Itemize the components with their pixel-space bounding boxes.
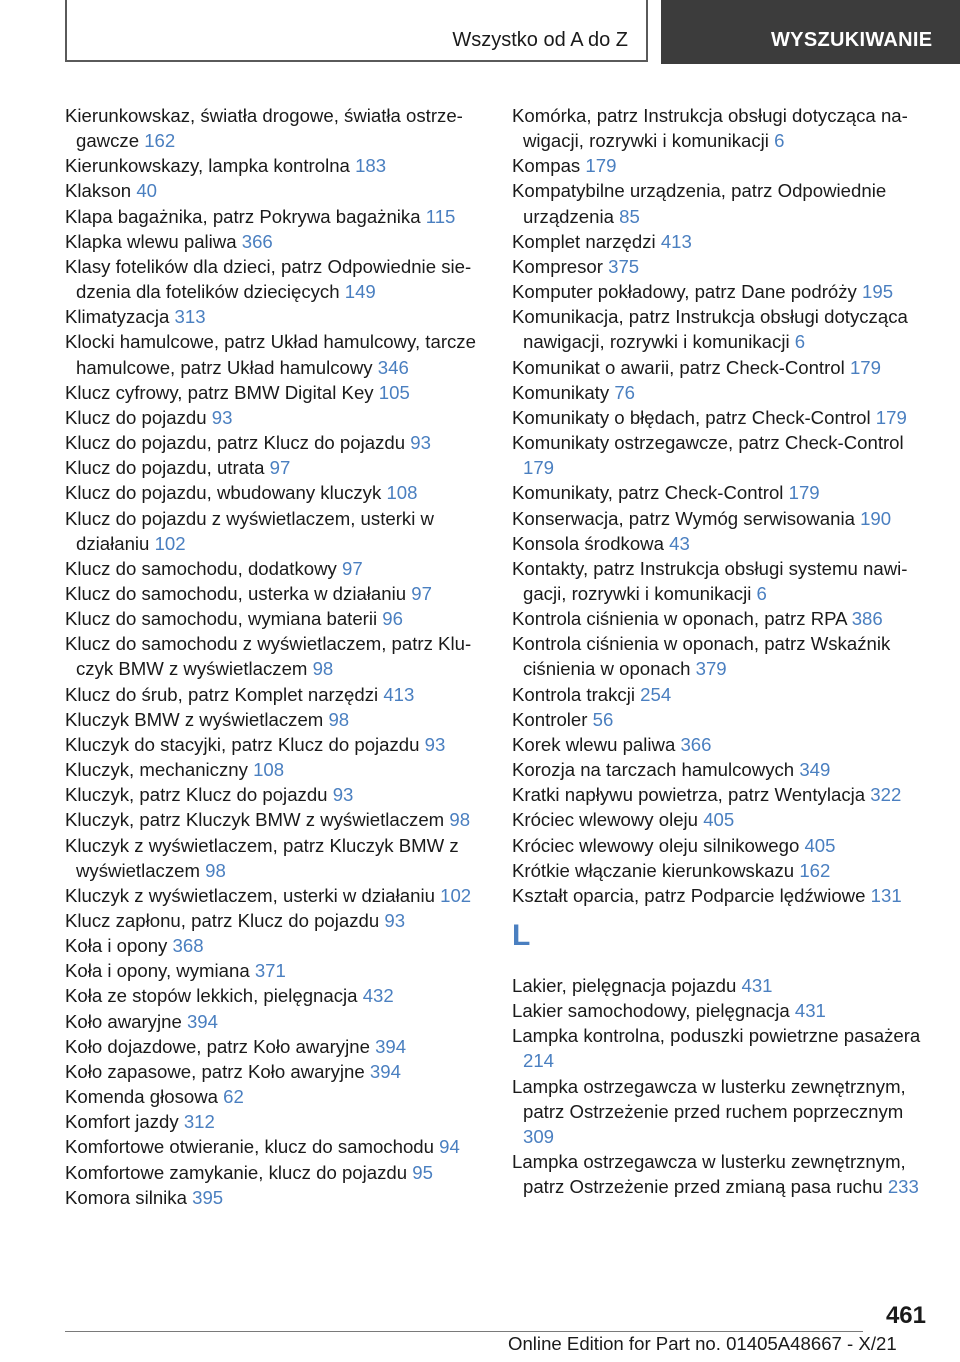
index-entry-text: Klocki hamulcowe, patrz Układ hamulcowy, tarcze hamulcowe, patrz Układ hamulcowy (65, 331, 476, 378)
index-entry-text: Króciec wlewowy oleju silnikowego (512, 834, 800, 856)
index-page-link[interactable]: 179 (875, 406, 907, 428)
index-page-link[interactable]: 108 (386, 482, 418, 504)
search-tab-label: WYSZUKIWANIE (771, 29, 933, 51)
index-entry (512, 556, 937, 606)
index-entry-text: Klakson (65, 180, 132, 202)
index-entry-text: Kontrola ciśnienia w oponach, patrz RPA (512, 608, 847, 630)
index-page-link[interactable]: 375 (608, 255, 640, 277)
section-title: Wszystko od A do Z (452, 29, 628, 51)
index-entry-text: Kluczyk z wyświetlaczem, patrz Kluczyk BMW z wyświetlaczem (65, 834, 459, 881)
index-entry (65, 1109, 485, 1134)
index-entry (512, 178, 937, 228)
index-entry-text: Korek wlewu paliwa (512, 733, 676, 755)
index-page-link[interactable]: 432 (362, 985, 394, 1007)
index-entry-text: Klasy fotelików dla dzieci, patrz Odpowiednie siedzenia dla fotelików dziecięcych (65, 255, 472, 303)
index-entry (65, 807, 485, 832)
index-page-link[interactable]: 431 (794, 1000, 826, 1022)
index-page-link[interactable]: 6 (774, 130, 785, 152)
index-page-link[interactable]: 76 (614, 381, 636, 403)
index-entry-text: Komunikaty (512, 381, 610, 403)
index-entry-text: Koło dojazdowe, patrz Koło awaryjne (65, 1035, 370, 1057)
index-page-link[interactable]: 93 (211, 406, 233, 428)
index-page-link[interactable]: 162 (799, 859, 831, 881)
index-page-link[interactable]: 6 (756, 582, 767, 604)
index-page-link[interactable]: 394 (186, 1010, 218, 1032)
index-entry (65, 933, 485, 958)
index-entry-text: Kluczyk, patrz Klucz do pojazdu (65, 784, 328, 806)
index-entry (65, 581, 485, 606)
index-entry (512, 229, 937, 254)
index-page-link[interactable]: 97 (411, 582, 432, 604)
index-entry (65, 707, 485, 732)
index-entry-text: Kierunkowskazy, lampka kontrolna (65, 155, 350, 177)
index-entry-text: Klucz do śrub, patrz Komplet narzędzi (65, 683, 379, 705)
index-page-link[interactable]: 95 (412, 1161, 433, 1183)
index-entry-text: Koło awaryjne (65, 1010, 182, 1032)
index-page-link[interactable]: 179 (788, 482, 820, 504)
index-entry (65, 229, 485, 254)
index-page-link[interactable]: 394 (375, 1035, 407, 1057)
index-entry (512, 531, 937, 556)
index-page-link[interactable]: 94 (439, 1136, 460, 1158)
index-entry-text: Kluczyk, patrz Kluczyk BMW z wyświetlaczem (65, 809, 445, 831)
index-entry (65, 1084, 485, 1109)
index-entry-text: Kluczyk do stacyjki, patrz Klucz do pojazdu (65, 733, 420, 755)
index-entry-text: Lakier samochodowy, pielęgnacja (512, 1000, 790, 1022)
index-entry (65, 631, 485, 681)
index-entry-text: Klucz zapłonu, patrz Klucz do pojazdu (65, 910, 380, 931)
index-entry (512, 1149, 937, 1199)
index-entry-text: Lakier, pielęgnacja pojazdu (512, 975, 737, 996)
index-entry-text: Komfortowe zamykanie, klucz do pojazdu (65, 1161, 408, 1183)
index-page-link[interactable]: 371 (254, 960, 286, 982)
index-entry (512, 883, 937, 908)
index-page-link[interactable]: 405 (703, 809, 735, 831)
index-entry-text: Konsola środkowa (512, 532, 664, 554)
index-entry-text: Kompresor (512, 255, 603, 277)
index-entry-text: Komunikaty ostrzegawcze, patrz Check-Control (512, 432, 904, 454)
index-page-link[interactable]: 98 (449, 809, 471, 831)
index-entry (65, 883, 485, 908)
index-entry (512, 833, 937, 858)
index-entry-text: Kontakty, patrz Instrukcja obsługi systemu nawigacji, rozrywki i komunikacji (512, 557, 908, 604)
footer-rule (65, 1331, 863, 1332)
index-page-link[interactable]: 405 (804, 834, 836, 856)
index-entry-text: Komunikat o awarii, patrz Check-Control (512, 356, 845, 378)
index-entry-text: Kluczyk, mechaniczny (65, 759, 248, 781)
index-entry (65, 1034, 485, 1059)
index-entry (65, 682, 485, 707)
index-entry (65, 958, 485, 983)
index-entry (512, 732, 937, 757)
index-entry (512, 973, 937, 998)
index-entry (512, 631, 937, 681)
index-entry (512, 682, 937, 707)
page-number: 461 (885, 1302, 926, 1329)
index-entry-text: Klapa bagażnika, patrz Pokrywa bagażnika (65, 205, 421, 227)
index-page-link[interactable]: 98 (205, 859, 226, 881)
index-page-link[interactable]: 162 (144, 130, 176, 152)
index-entry-text: Komfortowe otwieranie, klucz do samochodu (65, 1136, 434, 1158)
index-page-link[interactable]: 93 (384, 910, 406, 931)
index-page-link[interactable]: 313 (174, 306, 206, 328)
index-page-link[interactable]: 395 (192, 1186, 224, 1208)
index-entry (65, 380, 485, 405)
index-entry (512, 405, 937, 430)
index-group-l (512, 973, 937, 1199)
index-entry (512, 430, 937, 480)
index-entry (512, 757, 937, 782)
index-entry-text: Kompatybilne urządzenia, patrz Odpowiednie urządzenia (512, 180, 887, 227)
index-page-link[interactable]: 254 (640, 683, 672, 705)
index-page-link[interactable]: 98 (312, 658, 334, 680)
index-page-link[interactable]: 6 (794, 331, 806, 353)
index-letter-l: L (512, 919, 531, 952)
index-entry-text: Komfort jazdy (65, 1111, 179, 1133)
index-page-link[interactable]: 56 (592, 708, 614, 730)
index-entry (65, 329, 485, 379)
index-entry-text: Klucz do samochodu z wyświetlaczem, patrz Kluczyk BMW z wyświetlaczem (65, 633, 472, 680)
index-entry-text: Komplet narzędzi (512, 230, 656, 252)
index-entry-text: Klucz do samochodu, usterka w działaniu (65, 582, 407, 604)
index-page-link[interactable]: 149 (344, 281, 376, 303)
index-entry-text: Klucz do pojazdu, patrz Klucz do pojazdu (65, 432, 406, 454)
index-page-link[interactable]: 102 (440, 884, 472, 906)
index-entry-text: Koło zapasowe, patrz Koło awaryjne (65, 1060, 365, 1082)
index-entry (512, 782, 937, 807)
index-page-link[interactable]: 312 (183, 1111, 215, 1133)
index-entry (512, 153, 937, 178)
index-page-link[interactable]: 394 (369, 1060, 401, 1082)
index-page-link[interactable]: 233 (887, 1176, 919, 1198)
index-entry (65, 1185, 485, 1210)
index-group-k (512, 103, 937, 908)
index-entry-text: Krótkie włączanie kierunkowskazu (512, 859, 795, 881)
index-entry-text: Klimatyzacja (65, 306, 170, 328)
index-entry-text: Kontroler (512, 708, 588, 730)
index-entry-text: Kluczyk BMW z wyświetlaczem (65, 708, 324, 730)
index-entry-text: Króciec wlewowy oleju (512, 809, 699, 831)
index-entry (512, 103, 937, 153)
index-entry (65, 430, 485, 455)
index-entry (512, 858, 937, 883)
index-page-link[interactable]: 179 (523, 457, 555, 479)
index-page-link[interactable]: 214 (523, 1050, 555, 1072)
index-entry-text: Komora silnika (65, 1186, 187, 1208)
index-entry (65, 556, 485, 581)
index-entry-text: Klucz do samochodu, wymiana baterii (65, 608, 378, 630)
index-page-link[interactable]: 349 (799, 759, 831, 781)
index-entry (512, 506, 937, 531)
index-entry (65, 304, 485, 329)
index-entry (65, 405, 485, 430)
index-entry-text: Koła i opony (65, 935, 168, 957)
index-page-link[interactable]: 96 (382, 608, 403, 630)
index-entry (65, 254, 485, 304)
index-entry (512, 1074, 937, 1149)
index-page-link[interactable]: 131 (870, 884, 902, 906)
index-page-link[interactable]: 309 (523, 1125, 555, 1147)
index-page-link[interactable]: 93 (332, 784, 354, 806)
index-entry (65, 732, 485, 757)
index-entry (65, 1009, 485, 1034)
index-entry-text: Koła ze stopów lekkich, pielęgnacja (65, 985, 358, 1007)
index-entry (512, 707, 937, 732)
index-entry (512, 807, 937, 832)
index-entry-text: Klucz cyfrowy, patrz BMW Digital Key (65, 381, 374, 403)
index-entry (65, 1134, 485, 1159)
index-entry (65, 153, 485, 178)
index-page-link[interactable]: 179 (585, 155, 617, 177)
index-entry (512, 1023, 937, 1073)
index-entry-text: Klucz do samochodu, dodatkowy (65, 557, 337, 579)
index-entry-text: Klapka wlewu paliwa (65, 230, 237, 252)
index-page-link[interactable]: 93 (424, 733, 446, 755)
index-entry (512, 355, 937, 380)
index-entry-text: Komunikaty o błędach, patrz Check-Control (512, 406, 871, 428)
index-page-link[interactable]: 366 (241, 230, 273, 252)
index-page-link[interactable]: 93 (410, 432, 431, 454)
index-entry-text: Komórka, patrz Instrukcja obsługi dotycząca nawigacji, rozrywki i komunikacji (512, 105, 908, 152)
index-entry (65, 1059, 485, 1084)
index-entry (65, 178, 485, 203)
index-entry (65, 1160, 485, 1185)
index-entry (65, 833, 485, 883)
index-entry-text: Kierunkowskaz, światła drogowe, światła ostrzegawcze (65, 105, 463, 152)
index-entry-text: Lampka ostrzegawcza w lusterku zewnętrznym, patrz Ostrzeżenie przed zmianą pasa ruchu (512, 1151, 906, 1198)
index-entry (65, 480, 485, 505)
index-page-link[interactable]: 366 (680, 733, 712, 755)
index-page-link[interactable]: 179 (849, 356, 881, 378)
footer-edition: Online Edition for Part no. 01405A48667 - X/21 (508, 1333, 897, 1354)
index-page-link[interactable]: 97 (269, 457, 291, 479)
index-page-link[interactable]: 413 (660, 230, 692, 252)
index-entry (65, 782, 485, 807)
index-page-link[interactable]: 195 (862, 281, 894, 303)
index-entry-text: Lampka kontrolna, poduszki powietrzne pasażera (512, 1025, 921, 1047)
index-entry-text: Kratki napływu powietrza, patrz Wentylacja (512, 784, 866, 806)
index-entry-text: Komunikacja, patrz Instrukcja obsługi dotycząca nawigacji, rozrywki i komunikacji (512, 306, 908, 353)
index-entry (65, 103, 485, 153)
index-page-link[interactable]: 102 (154, 532, 186, 554)
index-page-link[interactable]: 346 (377, 356, 409, 378)
index-entry-text: Lampka ostrzegawcza w lusterku zewnętrznym, patrz Ostrzeżenie przed ruchem poprzecznym (512, 1075, 906, 1122)
index-page-link[interactable]: 97 (342, 557, 363, 579)
index-entry (65, 606, 485, 631)
index-page-link[interactable]: 108 (253, 759, 285, 781)
index-entry-text: Klucz do pojazdu, wbudowany kluczyk (65, 482, 382, 504)
index-entry (512, 304, 937, 354)
index-page-link[interactable]: 322 (870, 784, 902, 806)
index-page-link[interactable]: 379 (695, 658, 727, 680)
index-entry (65, 455, 485, 480)
index-entry-text: Kompas (512, 155, 581, 177)
index-entry-text: Komunikaty, patrz Check-Control (512, 482, 784, 504)
index-page-link[interactable]: 115 (425, 205, 456, 227)
index-entry (65, 983, 485, 1008)
header-frame (65, 0, 648, 62)
index-entry-text: Konserwacja, patrz Wymóg serwisowania (512, 507, 855, 529)
index-entry (65, 506, 485, 556)
index-entry (65, 757, 485, 782)
index-entry (512, 254, 937, 279)
search-tab[interactable] (661, 0, 960, 64)
index-entry-text: Kontrola ciśnienia w oponach, patrz Wskaźnik ciśnienia w oponach (512, 633, 891, 680)
index-page-link[interactable]: 40 (136, 180, 158, 202)
index-page-link[interactable]: 183 (355, 155, 387, 177)
index-entry (512, 279, 937, 304)
index-entry (512, 380, 937, 405)
index-entry-text: Kształt oparcia, patrz Podparcie lędźwiowe (512, 884, 866, 906)
index-entry-text: Klucz do pojazdu, utrata (65, 457, 265, 479)
index-column-left (65, 103, 485, 1210)
index-entry (512, 606, 937, 631)
index-page-link[interactable]: 368 (172, 935, 204, 957)
index-entry-text: Klucz do pojazdu (65, 406, 207, 428)
index-page-link[interactable]: 431 (741, 975, 773, 996)
index-page-link[interactable]: 190 (860, 507, 892, 529)
index-entry (512, 998, 937, 1023)
index-entry-text: Klucz do pojazdu z wyświetlaczem, usterki w działaniu (65, 507, 434, 554)
index-page-link[interactable]: 62 (223, 1086, 244, 1108)
index-entry-text: Kontrola trakcji (512, 683, 635, 705)
index-page-link[interactable]: 386 (851, 608, 883, 630)
index-page-link[interactable]: 43 (669, 532, 690, 554)
index-column-right (512, 103, 937, 1199)
index-entry-text: Kluczyk z wyświetlaczem, usterki w działaniu (65, 884, 435, 906)
index-entry (65, 204, 485, 229)
index-page-link[interactable]: 413 (383, 683, 415, 705)
index-page-link[interactable]: 85 (619, 205, 640, 227)
index-page-link[interactable]: 98 (328, 708, 350, 730)
index-entry (65, 908, 485, 933)
index-entry-text: Komenda głosowa (65, 1086, 218, 1108)
index-entry-text: Koła i opony, wymiana (65, 960, 250, 982)
index-entry (512, 480, 937, 505)
index-entry-text: Korozja na tarczach hamulcowych (512, 759, 795, 781)
index-entry-text: Komputer pokładowy, patrz Dane podróży (512, 281, 857, 303)
index-page-link[interactable]: 105 (378, 381, 410, 403)
